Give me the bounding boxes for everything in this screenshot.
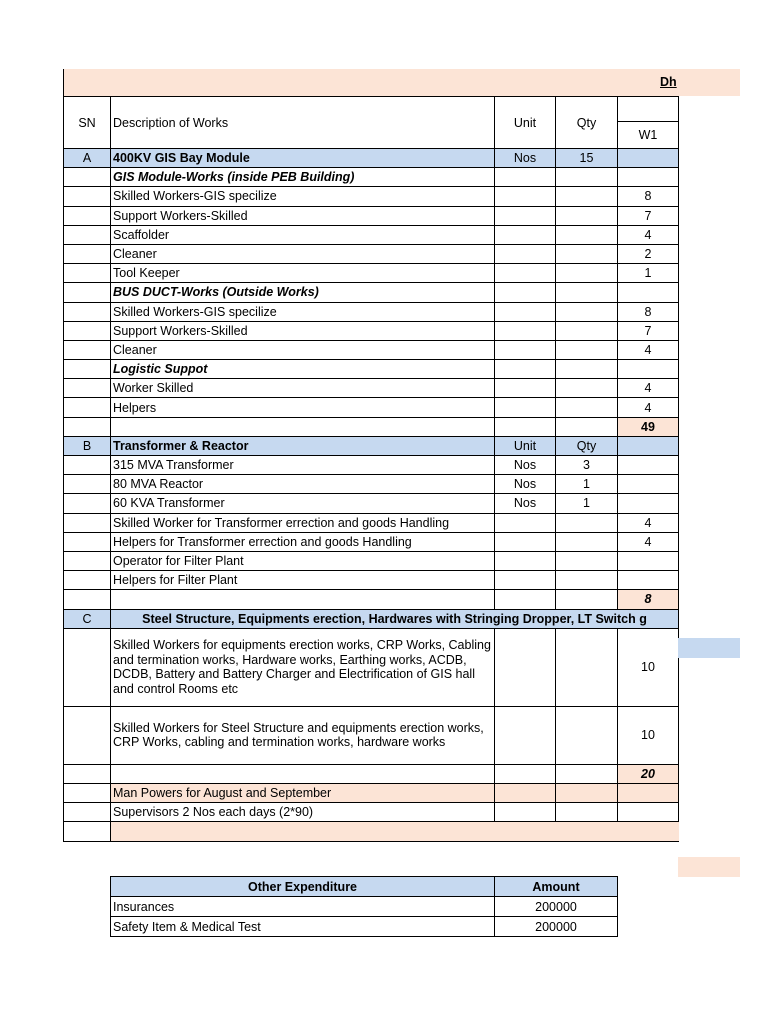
sn-cell [64,532,111,551]
table-row [64,551,679,570]
unit-cell [495,706,556,764]
amount-header: Amount [495,877,618,897]
w1-cell: 1 [618,264,679,283]
description-cell: Cleaner [111,340,495,359]
header-qty: Qty [556,97,618,149]
footer-band-row [64,822,679,842]
qty-cell [556,168,618,187]
section-b-header [64,436,679,455]
description-cell: Skilled Workers for Steel Structure and equipments erection works, CRP Works, cabling and termination works, hardware works [111,706,495,764]
qty-cell [556,360,618,379]
w1-cell: 4 [618,398,679,417]
table-row [64,398,679,417]
w1-cell [618,783,679,802]
table-row [64,379,679,398]
subheading-row [64,360,679,379]
table-row [64,571,679,590]
description-cell: Tool Keeper [111,264,495,283]
w1-cell: 7 [618,321,679,340]
sn-cell [64,225,111,244]
w1-cell: 4 [618,340,679,359]
qty-cell [556,590,618,609]
qty-cell [556,398,618,417]
subheading-row [64,283,679,302]
w1-cell [618,456,679,475]
section-a-header [64,149,679,168]
qty-cell [556,783,618,802]
unit-cell [495,628,556,706]
section-c-total: 20 [618,764,679,783]
table-row [64,340,679,359]
qty-cell [556,302,618,321]
footer-band-overflow [678,857,740,877]
header-w1: W1 [618,121,678,148]
w1-cell [618,283,679,302]
sn-cell [64,783,111,802]
expenditure-label: Safety Item & Medical Test [111,917,495,937]
expenditure-row [111,917,618,937]
unit-cell [495,187,556,206]
sn-cell [64,283,111,302]
table-row [64,206,679,225]
sn-cell [64,475,111,494]
unit-cell: Nos [495,494,556,513]
unit-cell [495,551,556,570]
w1-cell [618,168,679,187]
section-a-unit: Nos [495,149,556,168]
sn-cell [64,379,111,398]
description-cell: Skilled Workers for equipments erection works, CRP Works, Cabling and termination works, Hardware works, Earthing works, ACDB, DCDB, Battery and Battery Charger and Electrification of GIS hall and control Rooms etc [111,628,495,706]
unit-cell [495,513,556,532]
sn-cell [64,513,111,532]
unit-cell [495,264,556,283]
sn-cell [64,187,111,206]
unit-cell [495,571,556,590]
header-unit: Unit [495,97,556,149]
w1-cell: 8 [618,302,679,321]
header-sn: SN [64,97,111,149]
w1-cell [618,571,679,590]
other-expenditure-table [110,876,618,937]
unit-cell [495,360,556,379]
other-expenditure-title: Other Expenditure [111,877,495,897]
section-c-title: Steel Structure, Equipments erection, Hardwares with Stringing Dropper, LT Switch g [111,609,679,628]
w1-cell [618,494,679,513]
description-cell: Helpers for Filter Plant [111,571,495,590]
w1-cell: 10 [618,706,679,764]
sn-cell [64,456,111,475]
sn-cell [64,822,111,842]
description-cell: Logistic Suppot [111,360,495,379]
unit-cell [495,340,556,359]
section-c-total-row [64,764,679,783]
sn-cell [64,168,111,187]
expenditure-amount: 200000 [495,897,618,917]
section-b-unit-label: Unit [495,436,556,455]
unit-cell: Nos [495,475,556,494]
section-b-w1 [618,436,679,455]
section-b-title: Transformer & Reactor [111,436,495,455]
unit-cell [495,764,556,783]
qty-cell [556,628,618,706]
unit-cell [495,321,556,340]
description-cell: Worker Skilled [111,379,495,398]
sn-cell [64,590,111,609]
sn-cell [64,360,111,379]
w1-cell: 4 [618,513,679,532]
sn-cell [64,494,111,513]
sn-cell [64,398,111,417]
description-cell [111,590,495,609]
works-table [63,96,679,842]
qty-cell [556,532,618,551]
qty-cell [556,551,618,570]
unit-cell [495,244,556,263]
w1-cell: 10 [618,628,679,706]
qty-cell [556,379,618,398]
supervisors-row [64,803,679,822]
unit-cell [495,532,556,551]
unit-cell [495,379,556,398]
unit-cell [495,283,556,302]
sn-cell [64,302,111,321]
table-row [64,225,679,244]
qty-cell [556,225,618,244]
sn-cell [64,417,111,436]
qty-cell [556,764,618,783]
other-expenditure-header [111,877,618,897]
description-cell: Support Workers-Skilled [111,321,495,340]
unit-cell [495,803,556,822]
unit-cell [495,206,556,225]
w1-cell: 4 [618,225,679,244]
qty-cell [556,513,618,532]
unit-cell [495,225,556,244]
expenditure-label: Insurances [111,897,495,917]
sn-cell [64,264,111,283]
unit-cell [495,783,556,802]
section-a-title: 400KV GIS Bay Module [111,149,495,168]
section-c-sn: C [64,609,111,628]
unit-cell [495,302,556,321]
qty-cell [556,340,618,359]
sn-cell [64,551,111,570]
section-b-total-row [64,590,679,609]
description-cell: Support Workers-Skilled [111,206,495,225]
section-b-qty-label: Qty [556,436,618,455]
subheading-row [64,168,679,187]
description-cell: 60 KVA Transformer [111,494,495,513]
table-row [64,628,679,706]
w1-cell [618,551,679,570]
manpower-label: Man Powers for August and September [111,783,495,802]
table-row [64,475,679,494]
description-cell: Helpers for Transformer errection and goods Handling [111,532,495,551]
header-row [64,97,679,149]
section-c-header-overflow [678,638,740,658]
description-cell: Cleaner [111,244,495,263]
section-a-w1 [618,149,679,168]
w1-cell [618,360,679,379]
table-row [64,513,679,532]
sn-cell [64,803,111,822]
sn-cell [64,706,111,764]
section-a-total: 49 [618,417,679,436]
section-a-total-row [64,417,679,436]
qty-cell: 3 [556,456,618,475]
sheet-title-banner [63,69,740,96]
description-cell: Skilled Workers-GIS specilize [111,187,495,206]
expenditure-amount: 200000 [495,917,618,937]
description-cell [111,417,495,436]
supervisors-label: Supervisors 2 Nos each days (2*90) [111,803,495,822]
description-cell: 80 MVA Reactor [111,475,495,494]
sn-cell [64,321,111,340]
w1-cell [618,803,679,822]
sn-cell [64,571,111,590]
description-cell: Skilled Workers-GIS specilize [111,302,495,321]
w1-cell: 7 [618,206,679,225]
qty-cell: 1 [556,494,618,513]
qty-cell [556,706,618,764]
qty-cell [556,803,618,822]
section-a-qty: 15 [556,149,618,168]
table-row [64,706,679,764]
w1-cell: 4 [618,379,679,398]
sheet-title: Dh [660,75,677,89]
table-row [64,532,679,551]
section-a-sn: A [64,149,111,168]
w1-cell: 4 [618,532,679,551]
description-cell: Helpers [111,398,495,417]
description-cell: GIS Module-Works (inside PEB Building) [111,168,495,187]
section-b-sn: B [64,436,111,455]
sn-cell [64,244,111,263]
header-description: Description of Works [111,97,495,149]
description-cell: Scaffolder [111,225,495,244]
table-row [64,264,679,283]
section-b-total: 8 [618,590,679,609]
table-row [64,456,679,475]
qty-cell [556,321,618,340]
table-row [64,244,679,263]
qty-cell: 1 [556,475,618,494]
unit-cell [495,417,556,436]
qty-cell [556,283,618,302]
qty-cell [556,571,618,590]
sn-cell [64,628,111,706]
unit-cell [495,168,556,187]
section-c-header [64,609,679,628]
qty-cell [556,187,618,206]
unit-cell: Nos [495,456,556,475]
header-w1-cell [618,97,679,149]
table-row [64,321,679,340]
sn-cell [64,206,111,225]
w1-cell [618,475,679,494]
qty-cell [556,417,618,436]
unit-cell [495,590,556,609]
qty-cell [556,264,618,283]
qty-cell [556,244,618,263]
manpower-row [64,783,679,802]
table-row [64,302,679,321]
w1-cell: 2 [618,244,679,263]
sn-cell [64,764,111,783]
expenditure-row [111,897,618,917]
description-cell [111,764,495,783]
unit-cell [495,398,556,417]
footer-band [111,822,679,842]
description-cell: 315 MVA Transformer [111,456,495,475]
description-cell: Skilled Worker for Transformer errection and goods Handling [111,513,495,532]
description-cell: BUS DUCT-Works (Outside Works) [111,283,495,302]
description-cell: Operator for Filter Plant [111,551,495,570]
table-row [64,187,679,206]
table-row [64,494,679,513]
sn-cell [64,340,111,359]
w1-cell: 8 [618,187,679,206]
qty-cell [556,206,618,225]
